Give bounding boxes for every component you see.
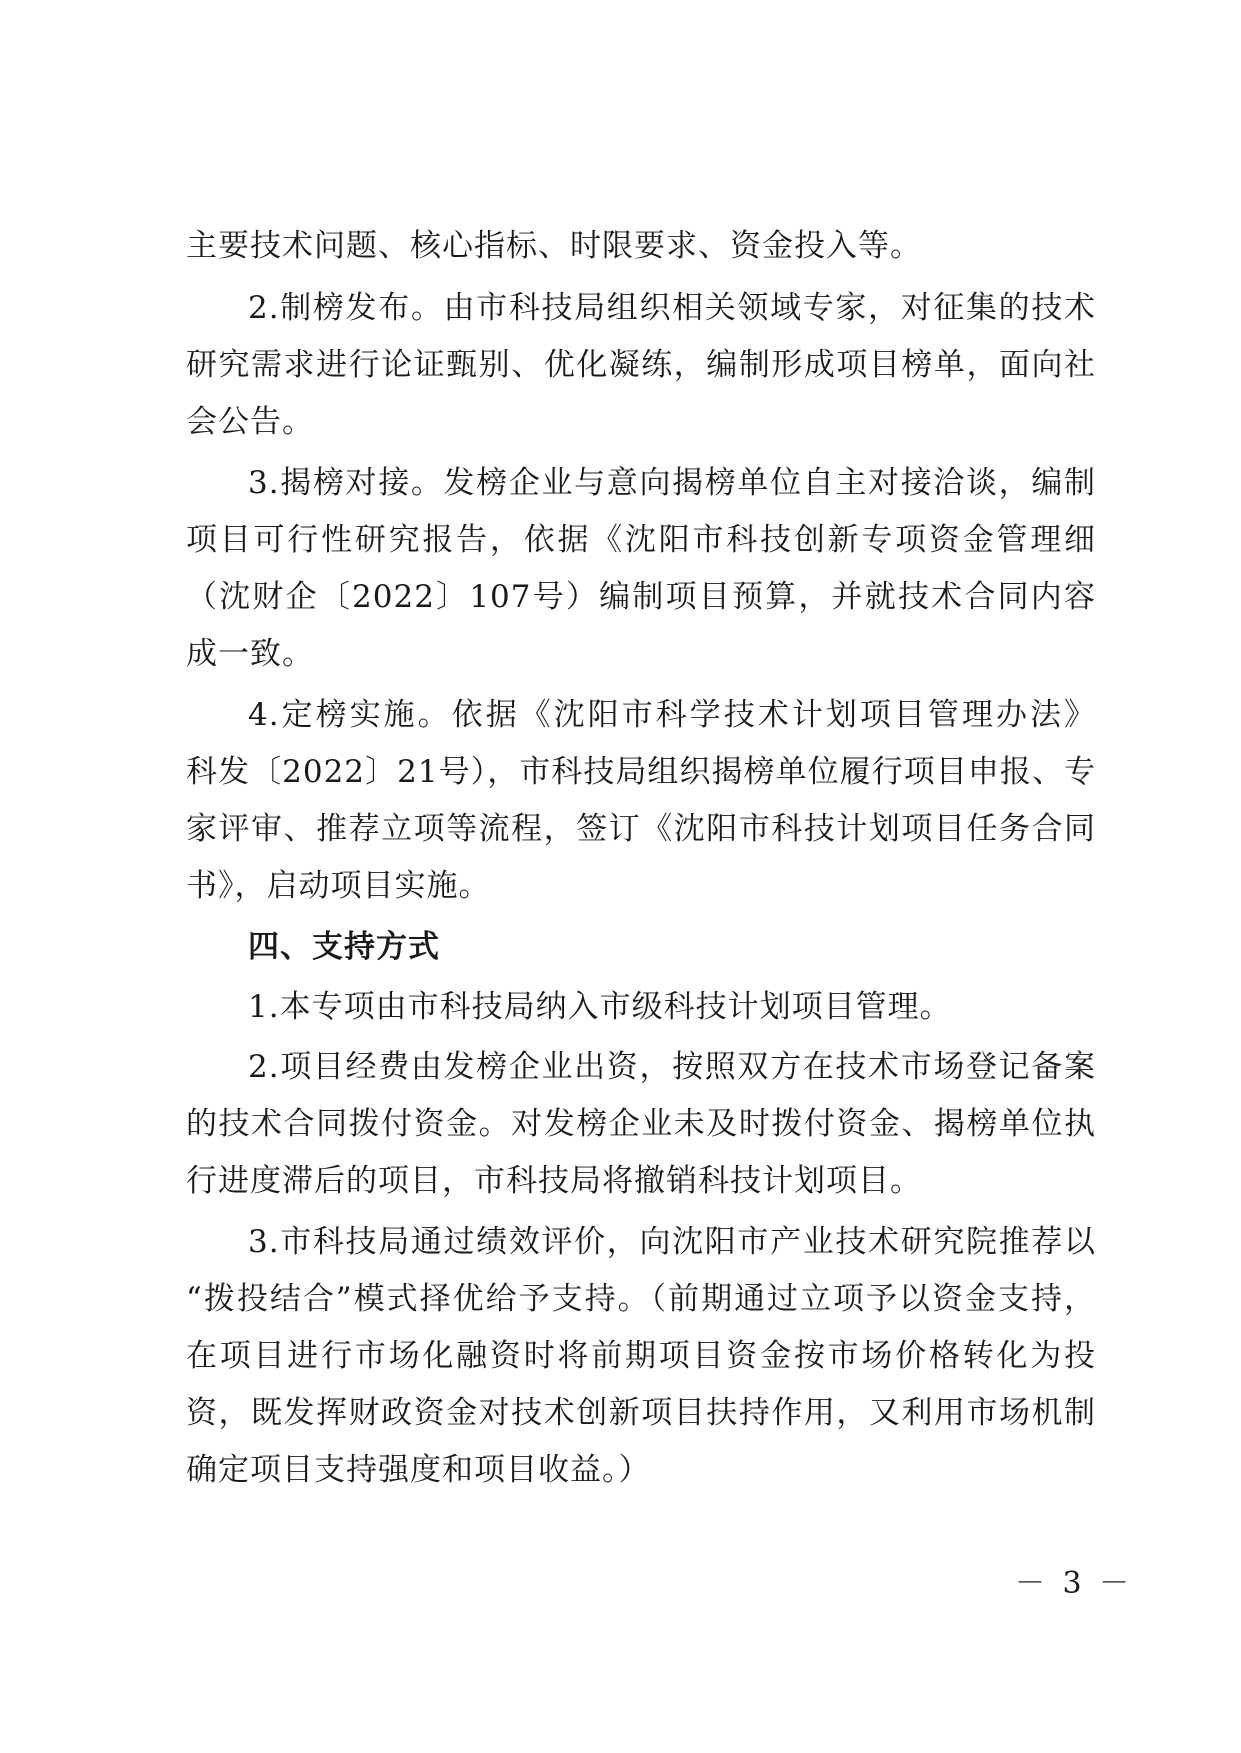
paragraph-line: 2.项目经费由发榜企业出资，按照双方在技术市场登记备案 bbox=[248, 1049, 1096, 1085]
paragraph-line: 3.市科技局通过绩效评价，向沈阳市产业技术研究院推荐以 bbox=[248, 1224, 1096, 1260]
paragraph-line: 的技术合同拨付资金。对发榜企业未及时拨付资金、揭榜单位执 bbox=[186, 1106, 1096, 1142]
paragraph-line: 主要技术问题、核心指标、时限要求、资金投入等。 bbox=[186, 228, 922, 264]
paragraph-line: 科发〔2022〕21号），市科技局组织揭榜单位履行项目申报、专 bbox=[186, 754, 1096, 790]
paragraph-line: 资，既发挥财政资金对技术创新项目扶持作用，又利用市场机制 bbox=[186, 1395, 1096, 1431]
paragraph-line: “拨投结合”模式择优给予支持。（前期通过立项予以资金支持， bbox=[186, 1281, 1096, 1317]
paragraph-line: 行进度滞后的项目，市科技局将撤销科技计划项目。 bbox=[186, 1163, 922, 1199]
paragraph-line: 会公告。 bbox=[186, 404, 314, 440]
paragraph-line: 项目可行性研究报告，依据《沈阳市科技创新专项资金管理细 bbox=[186, 522, 1096, 558]
paragraph-line: 家评审、推荐立项等流程，签订《沈阳市科技计划项目任务合同 bbox=[186, 811, 1096, 847]
paragraph-line: 1.本专项由市科技局纳入市级科技计划项目管理。 bbox=[248, 989, 952, 1025]
paragraph-line: 4.定榜实施。依据《沈阳市科学技术计划项目管理办法》 bbox=[248, 697, 1096, 733]
section-heading: 四、支持方式 bbox=[248, 929, 440, 965]
paragraph-line: 确定项目支持强度和项目收益。） bbox=[186, 1452, 651, 1488]
paragraph-line: （沈财企〔2022〕107号）编制项目预算，并就技术合同内容 bbox=[186, 579, 1096, 615]
page-number: － 3 － bbox=[1015, 1566, 1134, 1601]
paragraph-line: 书》，启动项目实施。 bbox=[186, 868, 491, 904]
paragraph-line: 3.揭榜对接。发榜企业与意向揭榜单位自主对接洽谈，编制 bbox=[248, 465, 1096, 501]
paragraph-line: 研究需求进行论证甄别、优化凝练，编制形成项目榜单，面向社 bbox=[186, 347, 1096, 383]
paragraph-line: 在项目进行市场化融资时将前期项目资金按市场价格转化为投 bbox=[186, 1338, 1096, 1374]
paragraph-line: 成一致。 bbox=[186, 636, 314, 672]
paragraph-line: 2.制榜发布。由市科技局组织相关领域专家，对征集的技术 bbox=[248, 290, 1096, 326]
